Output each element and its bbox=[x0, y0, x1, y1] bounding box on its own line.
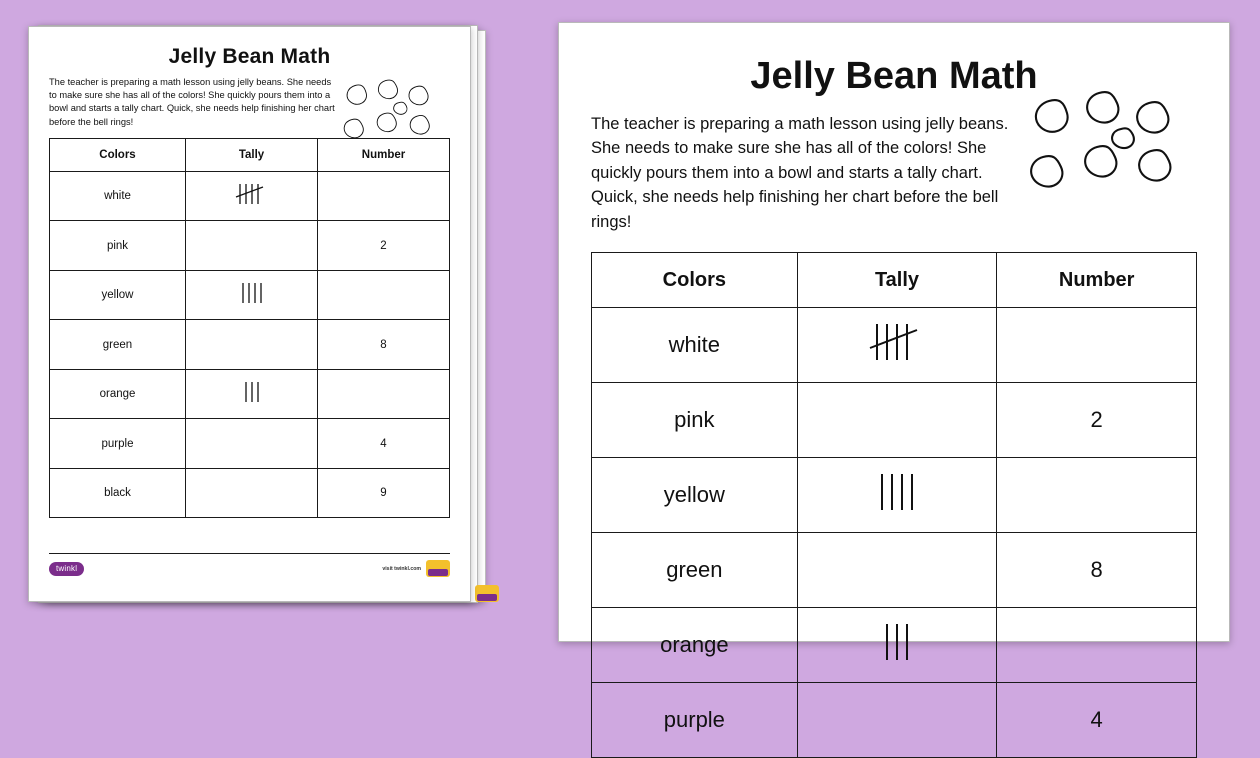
table-row bbox=[592, 308, 1197, 383]
cell-color: orange bbox=[50, 369, 186, 419]
column-header-number: Number bbox=[997, 253, 1197, 308]
tally-marks-yellow bbox=[237, 280, 267, 310]
column-header-tally: Tally bbox=[797, 253, 997, 308]
cell-color: black bbox=[50, 468, 186, 518]
cell-color: pink bbox=[592, 383, 798, 458]
tally-marks-yellow bbox=[870, 468, 924, 520]
twinkl-badge-icon bbox=[475, 585, 499, 602]
cell-color: purple bbox=[592, 683, 798, 758]
worksheet-footer bbox=[49, 553, 450, 579]
twinkl-logo: twinkl bbox=[49, 562, 84, 576]
table-row bbox=[50, 270, 450, 320]
tally-marks-orange bbox=[240, 379, 264, 409]
cell-tally[interactable] bbox=[186, 320, 318, 370]
table-row bbox=[592, 383, 1197, 458]
cell-number[interactable] bbox=[318, 369, 450, 419]
tally-marks-white bbox=[235, 181, 269, 211]
cell-tally[interactable] bbox=[186, 270, 318, 320]
tally-chart-table bbox=[49, 138, 450, 519]
table-row bbox=[50, 369, 450, 419]
cell-tally[interactable] bbox=[797, 608, 997, 683]
cell-color: orange bbox=[592, 608, 798, 683]
cell-number[interactable]: 8 bbox=[997, 533, 1197, 608]
table-body bbox=[50, 171, 450, 518]
cell-color: green bbox=[50, 320, 186, 370]
cell-tally[interactable] bbox=[797, 308, 997, 383]
table-row bbox=[592, 608, 1197, 683]
cell-number[interactable] bbox=[997, 608, 1197, 683]
cell-number[interactable] bbox=[997, 458, 1197, 533]
intro-paragraph: The teacher is preparing a math lesson using jelly beans. She needs to make sure she has all of the colors! She quickly pours them into a bowl and starts a tally chart. Quick, she needs help finishing her chart before the bell rings! bbox=[49, 77, 335, 127]
cell-tally[interactable] bbox=[186, 419, 318, 469]
table-header-row bbox=[592, 253, 1197, 308]
table-row bbox=[592, 683, 1197, 758]
jelly-beans-illustration bbox=[338, 75, 448, 151]
table-row bbox=[50, 419, 450, 469]
cell-color: yellow bbox=[50, 270, 186, 320]
table-row bbox=[592, 458, 1197, 533]
page-title: Jelly Bean Math bbox=[168, 45, 331, 68]
table-row bbox=[50, 221, 450, 271]
cell-number[interactable]: 8 bbox=[318, 320, 450, 370]
cell-tally[interactable] bbox=[186, 221, 318, 271]
cell-color: green bbox=[592, 533, 798, 608]
cell-number[interactable]: 4 bbox=[318, 419, 450, 469]
cell-tally[interactable] bbox=[186, 171, 318, 221]
table-row bbox=[50, 468, 450, 518]
cell-color: white bbox=[592, 308, 798, 383]
worksheet-large bbox=[558, 22, 1230, 733]
jelly-beans-illustration-large bbox=[1021, 85, 1201, 207]
cell-number[interactable] bbox=[318, 171, 450, 221]
footer-right-group bbox=[382, 560, 450, 577]
tally-marks-white bbox=[866, 318, 928, 370]
cell-number[interactable]: 9 bbox=[318, 468, 450, 518]
cell-number[interactable]: 2 bbox=[997, 383, 1197, 458]
cell-number[interactable] bbox=[997, 308, 1197, 383]
page-title-large: Jelly Bean Math bbox=[750, 55, 1038, 97]
tally-marks-orange bbox=[875, 618, 919, 670]
cell-number[interactable] bbox=[318, 270, 450, 320]
tally-chart-table-large bbox=[591, 252, 1197, 758]
cell-tally[interactable] bbox=[186, 369, 318, 419]
cell-tally[interactable] bbox=[797, 683, 997, 758]
cell-tally[interactable] bbox=[797, 458, 997, 533]
cell-color: pink bbox=[50, 221, 186, 271]
column-header-number: Number bbox=[318, 138, 450, 171]
cell-color: white bbox=[50, 171, 186, 221]
column-header-colors: Colors bbox=[592, 253, 798, 308]
table-row bbox=[50, 320, 450, 370]
cell-color: purple bbox=[50, 419, 186, 469]
table-row bbox=[50, 171, 450, 221]
twinkl-badge-icon bbox=[426, 560, 450, 577]
column-header-tally: Tally bbox=[186, 138, 318, 171]
worksheet-small bbox=[28, 26, 471, 602]
intro-paragraph-large: The teacher is preparing a math lesson using jelly beans. She needs to make sure she has all of the colors! She quickly pours them into a bowl and starts a tally chart. Quick, she needs help finishing her chart before the bell rings! bbox=[591, 115, 1009, 231]
table-body bbox=[592, 308, 1197, 758]
cell-number[interactable]: 2 bbox=[318, 221, 450, 271]
column-header-colors: Colors bbox=[50, 138, 186, 171]
cell-color: yellow bbox=[592, 458, 798, 533]
table-row bbox=[592, 533, 1197, 608]
cell-tally[interactable] bbox=[797, 383, 997, 458]
cell-tally[interactable] bbox=[186, 468, 318, 518]
cell-tally[interactable] bbox=[797, 533, 997, 608]
footer-url: visit twinkl.com bbox=[382, 565, 421, 572]
cell-number[interactable]: 4 bbox=[997, 683, 1197, 758]
